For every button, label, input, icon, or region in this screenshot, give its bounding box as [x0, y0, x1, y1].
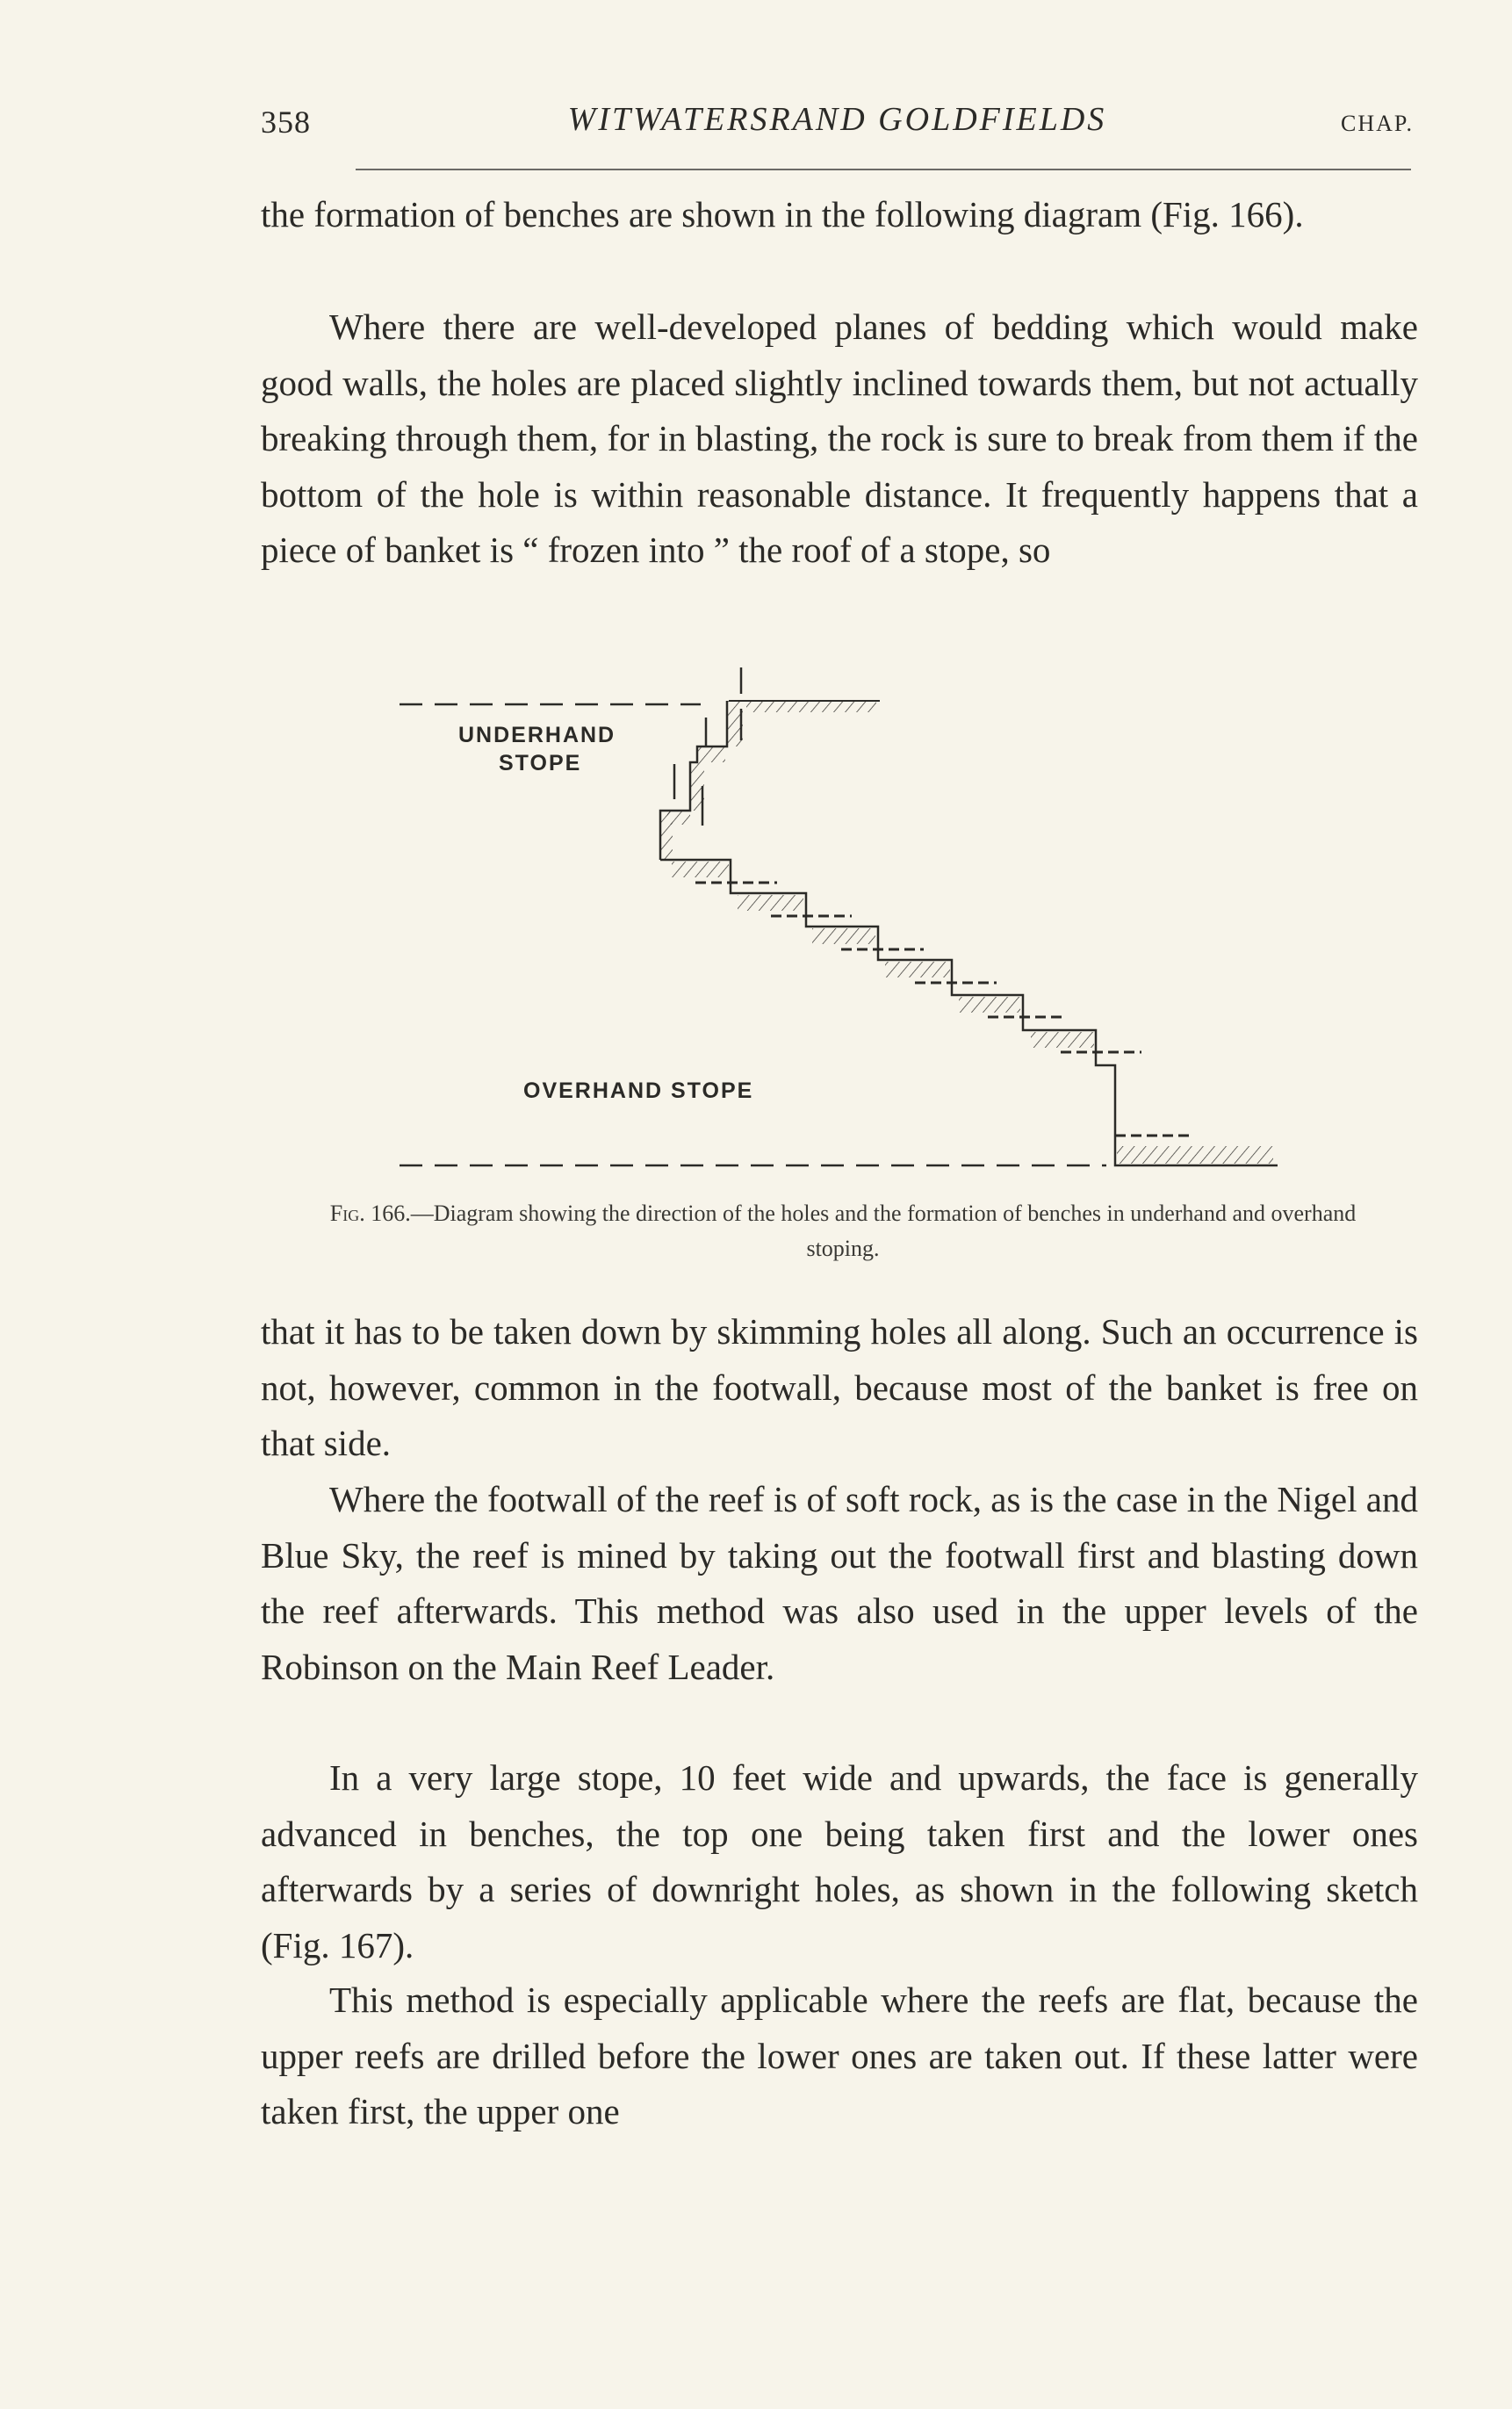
label-underhand-1: UNDERHAND	[458, 723, 616, 747]
caption-text: —Diagram showing the direction of the holes and the formation of benches in underhand and overhand stoping.	[410, 1201, 1357, 1261]
paragraph-5: In a very large stope, 10 feet wide and upwards, the face is generally advanced in benches, the top one being taken first and the lower ones afterwards by a series of downright holes, as shown in the following sketch (Fig. 167).	[261, 1757, 1418, 1965]
paragraph-4: Where the footwall of the reef is of soft rock, as is the case in the Nigel and Blue Sky, the reef is mined by taking out the footwall first and blasting down the reef afterwards. This method was also used in the upper levels of the Robinson on the Main Reef Leader.	[261, 1479, 1418, 1687]
label-underhand-2: STOPE	[499, 751, 582, 775]
running-header	[261, 98, 1414, 151]
upper-hatch-band	[746, 701, 876, 712]
header-rule	[356, 169, 1411, 170]
paragraph-2: Where there are well-developed planes of bedding which would make good walls, the holes are placed slightly inclined towards them, but not actually breaking through them, for in blasting, the rock is sure to break from them if the bottom of the hole is within reasonable distance. It frequently happens that a piece of banket is “ frozen into ” the roof of a stope, so	[261, 307, 1418, 570]
paragraph-6: This method is especially applicable where the reefs are flat, because the upper reefs are drilled before the lower ones are taken out. If these latter were taken first, the upper one	[261, 1980, 1418, 2131]
overhand-steps	[660, 860, 1278, 1165]
overhand-hole-marks	[695, 883, 1194, 1136]
figure-166	[378, 654, 1343, 1181]
chapter-label: CHAP.	[1341, 111, 1414, 136]
paragraph-1: the formation of benches are shown in the following diagram (Fig. 166).	[261, 194, 1304, 234]
label-overhand: OVERHAND STOPE	[523, 1078, 754, 1103]
caption-fig-number: Fig. 166.	[329, 1201, 411, 1226]
page-number: 358	[261, 105, 311, 140]
paragraph-3: that it has to be taken down by skimming holes all along. Such an occurrence is not, however, common in the footwall, because most of the banket is free on that side.	[261, 1311, 1418, 1463]
stoping-diagram	[378, 654, 1343, 1181]
underhand-steps	[660, 701, 743, 860]
figure-caption	[299, 1196, 1387, 1266]
running-title: WITWATERSRAND GOLDFIELDS	[567, 101, 1107, 138]
